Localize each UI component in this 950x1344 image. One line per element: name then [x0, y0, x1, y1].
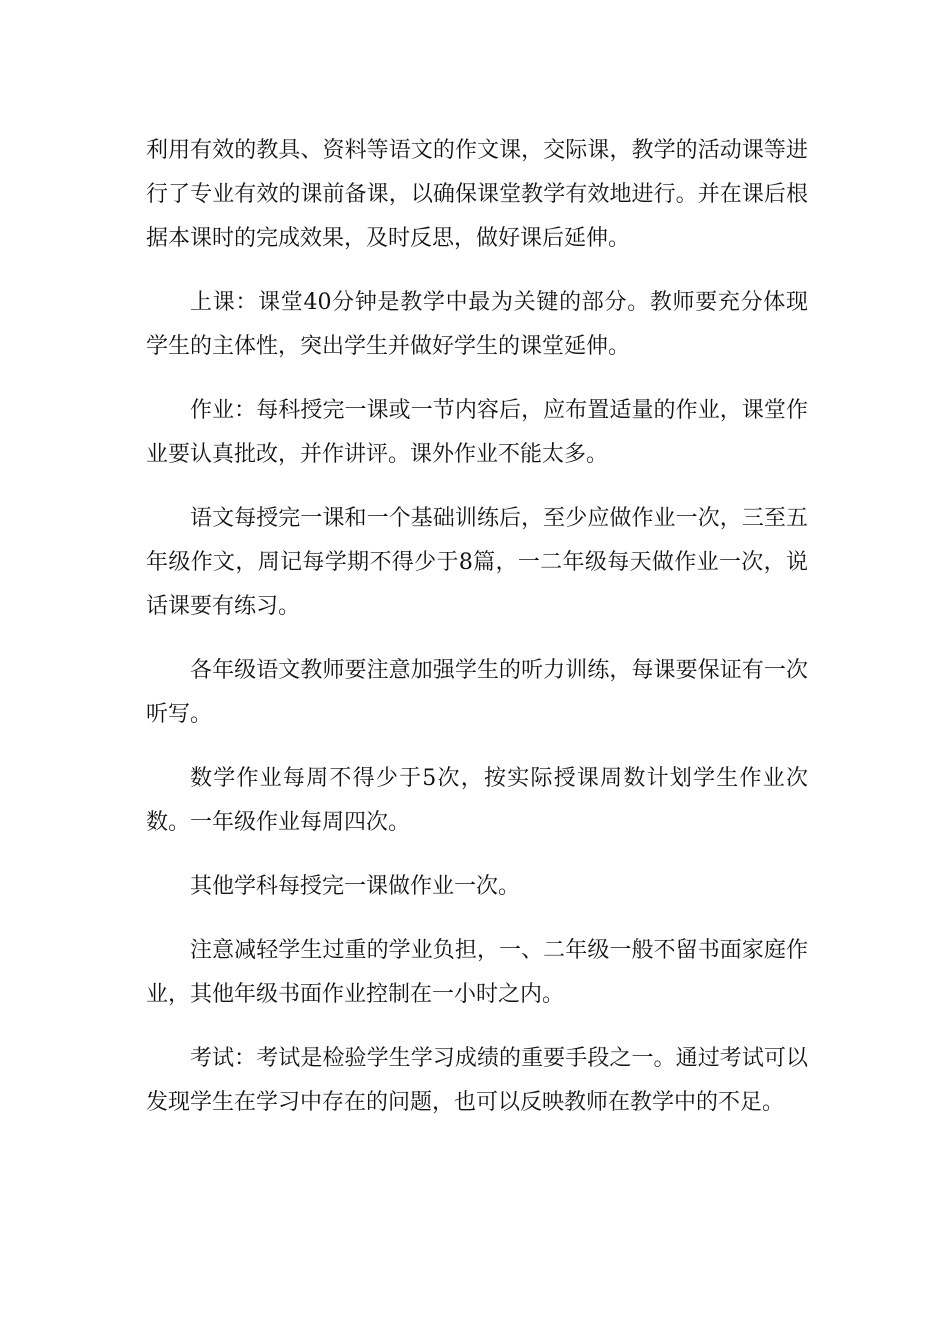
- paragraph-other-subjects: 其他学科每授完一课做作业一次。: [190, 874, 521, 899]
- paragraph-exam: 考试：考试是检验学生学习成绩的重要手段之一。通过考试可以发现学生在学习中存在的问题，也可以反映教师在教学中的不足。: [146, 1046, 808, 1115]
- document-body: [146, 129, 808, 1145]
- paragraph-prep-continued: 利用有效的教具、资料等语文的作文课，交际课，教学的活动课等进行了专业有效的课前备课，以确保课堂教学有效地进行。并在课后根据本课时的完成效果，及时反思，做好课后延伸。: [146, 138, 808, 251]
- paragraph-burden: 注意减轻学生过重的学业负担，一、二年级一般不留书面家庭作业，其他年级书面作业控制在一小时之内。: [146, 938, 808, 1007]
- paragraph-class: 上课：课堂40分钟是教学中最为关键的部分。教师要充分体现学生的主体性，突出学生并做好学生的课堂延伸。: [146, 290, 808, 359]
- paragraph-homework: 作业：每科授完一课或一节内容后，应布置适量的作业，课堂作业要认真批改，并作讲评。课外作业不能太多。: [146, 398, 808, 467]
- paragraph-chinese-homework: 语文每授完一课和一个基础训练后，至少应做作业一次，三至五年级作文，周记每学期不得少于8篇，一二年级每天做作业一次，说话课要有练习。: [146, 506, 808, 619]
- paragraph-math-homework: 数学作业每周不得少于5次，按实际授课周数计划学生作业次数。一年级作业每周四次。: [146, 766, 808, 835]
- paragraph-dictation: 各年级语文教师要注意加强学生的听力训练，每课要保证有一次听写。: [146, 658, 808, 727]
